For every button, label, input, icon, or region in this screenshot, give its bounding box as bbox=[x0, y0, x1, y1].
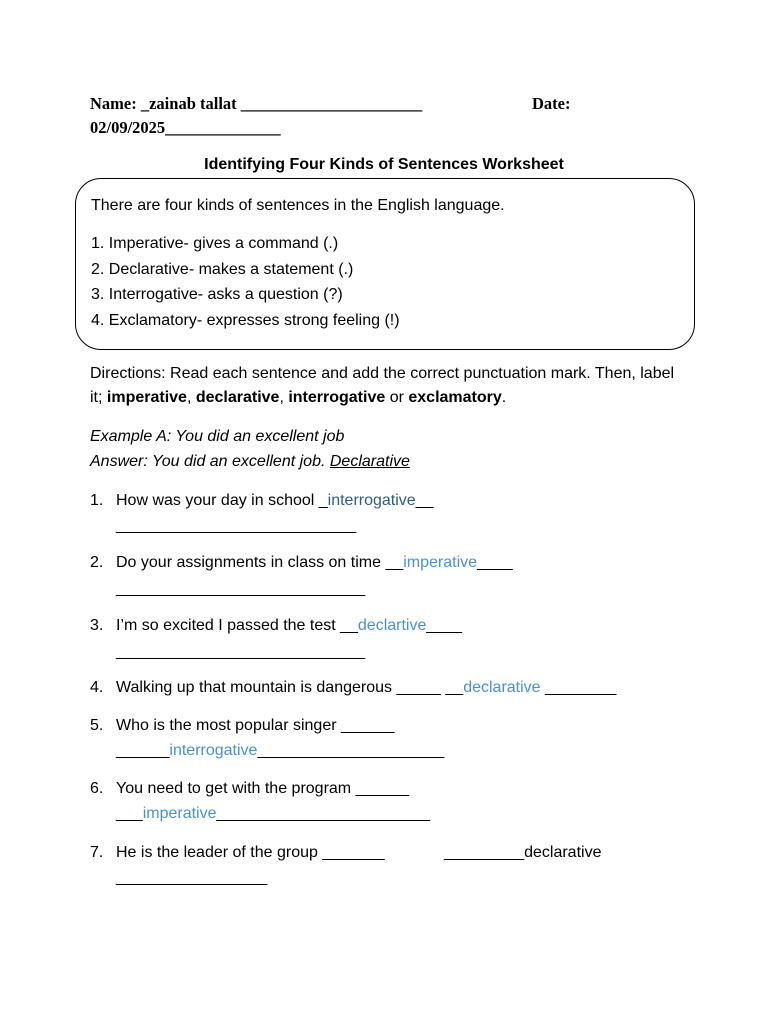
question-3 bbox=[116, 617, 462, 635]
question-5-line-2 bbox=[116, 742, 444, 760]
worksheet-title: Identifying Four Kinds of Sentences Worksheet bbox=[204, 156, 564, 173]
question-3-line-2: ____________________________ bbox=[116, 643, 366, 660]
question-7: He is the leader of the group _______ bbox=[116, 844, 385, 861]
question-text: How was your day in school _ bbox=[116, 492, 328, 509]
answer-blank: ___ bbox=[116, 805, 143, 822]
question-text: Do your assignments in class on time __ bbox=[116, 554, 404, 571]
question-number: 4. bbox=[90, 679, 104, 696]
directions-line-2 bbox=[90, 389, 506, 407]
example-answer-label: Declarative bbox=[329, 453, 410, 470]
sep: or bbox=[385, 389, 409, 406]
kind-interrogative: interrogative bbox=[288, 389, 386, 406]
example-line: Example A: You did an excellent job bbox=[90, 428, 345, 445]
kind-declarative: declarative bbox=[195, 389, 280, 406]
question-number: 7. bbox=[90, 844, 104, 861]
kind-imperative: imperative bbox=[106, 389, 187, 406]
directions-line-1: Directions: Read each sentence and add the correct punctuation mark. Then, label bbox=[90, 365, 675, 382]
answer-blank: ______ bbox=[116, 742, 170, 759]
answer-text: declartive bbox=[357, 617, 427, 634]
sep: , bbox=[279, 389, 289, 406]
question-1-line-2: ___________________________ bbox=[116, 517, 357, 534]
question-7-answer: _________declarative bbox=[444, 844, 602, 861]
sep: , bbox=[186, 389, 196, 406]
answer-blank: ____ bbox=[477, 554, 513, 571]
info-item-interrogative: 3. Interrogative- asks a question (?) bbox=[91, 286, 343, 303]
question-number: 6. bbox=[90, 780, 104, 797]
info-item-imperative: 1. Imperative- gives a command (.) bbox=[91, 235, 339, 252]
question-number: 3. bbox=[90, 617, 104, 634]
answer-blank: _____________________ bbox=[257, 742, 445, 759]
question-5: Who is the most popular singer ______ bbox=[116, 717, 395, 734]
date-line: 02/09/2025______________ bbox=[90, 118, 281, 137]
answer-text: interrogative bbox=[169, 742, 258, 759]
answer-text: declarative bbox=[463, 679, 541, 696]
directions-prefix: it; bbox=[90, 389, 107, 406]
answer-text: imperative bbox=[403, 554, 478, 571]
answer-blank: ________ bbox=[540, 679, 617, 696]
info-intro: There are four kinds of sentences in the English language. bbox=[91, 197, 505, 214]
period: . bbox=[501, 389, 507, 406]
question-number: 2. bbox=[90, 554, 104, 571]
info-item-declarative: 2. Declarative- makes a statement (.) bbox=[91, 261, 354, 278]
answer-blank: ________________________ bbox=[216, 805, 431, 822]
question-7-line-2: _________________ bbox=[116, 869, 268, 886]
question-2 bbox=[116, 554, 513, 572]
kind-exclamatory: exclamatory bbox=[408, 389, 502, 406]
question-text: Walking up that mountain is dangerous _____ __ bbox=[116, 679, 464, 696]
answer-text: interrogative bbox=[327, 492, 416, 509]
question-6-line-2 bbox=[116, 805, 430, 823]
answer-text: imperative bbox=[142, 805, 217, 822]
example-answer bbox=[90, 453, 410, 471]
question-6: You need to get with the program ______ bbox=[116, 780, 409, 797]
name-line: Name: _zainab tallat ______________________ bbox=[90, 94, 423, 113]
date-label: Date: bbox=[532, 94, 571, 113]
question-text: I’m so excited I passed the test __ bbox=[116, 617, 358, 634]
question-number: 5. bbox=[90, 717, 104, 734]
question-4 bbox=[116, 679, 616, 697]
question-1 bbox=[116, 492, 434, 510]
info-item-exclamatory: 4. Exclamatory- expresses strong feeling (!) bbox=[91, 312, 400, 329]
question-number: 1. bbox=[90, 492, 104, 509]
question-2-line-2: ____________________________ bbox=[116, 580, 366, 597]
example-answer-text: Answer: You did an excellent job. bbox=[90, 453, 330, 470]
answer-blank: ____ bbox=[426, 617, 462, 634]
answer-blank: __ bbox=[415, 492, 434, 509]
